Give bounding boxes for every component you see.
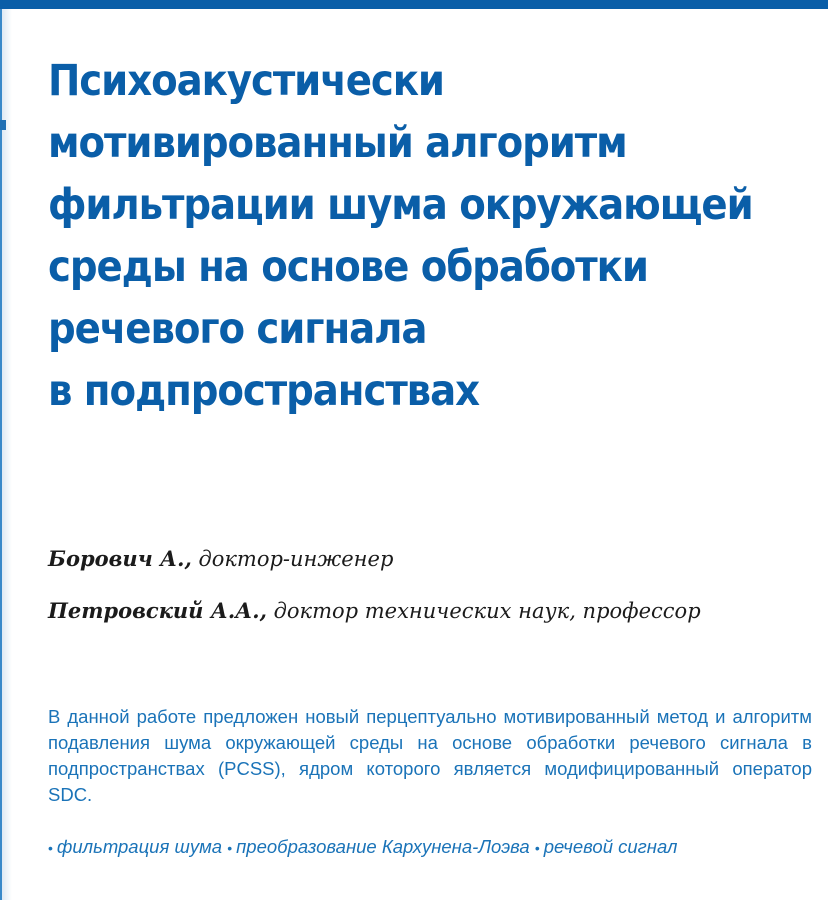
keyword: преобразование Кархунена-Лоэва xyxy=(236,836,530,857)
keywords xyxy=(48,834,818,861)
top-color-bar xyxy=(0,0,828,9)
keyword: речевой сигнал xyxy=(543,836,678,857)
author-name: Борович А., xyxy=(48,546,192,571)
author-degree: доктор технических наук, профессор xyxy=(273,599,701,623)
title-line: среды на основе обработки xyxy=(48,242,648,292)
left-page-edge xyxy=(0,9,12,900)
author-line xyxy=(48,598,701,623)
bullet-icon: • xyxy=(227,840,233,856)
bullet-icon: • xyxy=(48,840,53,856)
abstract: В данной работе предложен новый перцептуально мотивированный метод и алгоритм подавления шума окружающей среды на основе обработки речевого сигнала в подпространствах (PCSS), ядром которого является модифицированный оператор SDC. xyxy=(48,706,812,805)
author-line xyxy=(48,546,393,571)
title-line: мотивированный алгоритм xyxy=(48,118,627,168)
title-line: фильтрации шума окружающей xyxy=(48,180,753,230)
left-edge-mark xyxy=(0,120,6,130)
bullet-icon: • xyxy=(534,840,540,856)
author-degree: доктор-инженер xyxy=(198,547,394,571)
keyword: фильтрация шума xyxy=(56,836,223,857)
title-line: в подпространствах xyxy=(48,366,480,416)
article-title xyxy=(48,50,753,422)
title-line: речевого сигнала xyxy=(48,304,427,354)
title-line: Психоакустически xyxy=(48,56,444,106)
author-name: Петровский А.А., xyxy=(48,598,267,623)
